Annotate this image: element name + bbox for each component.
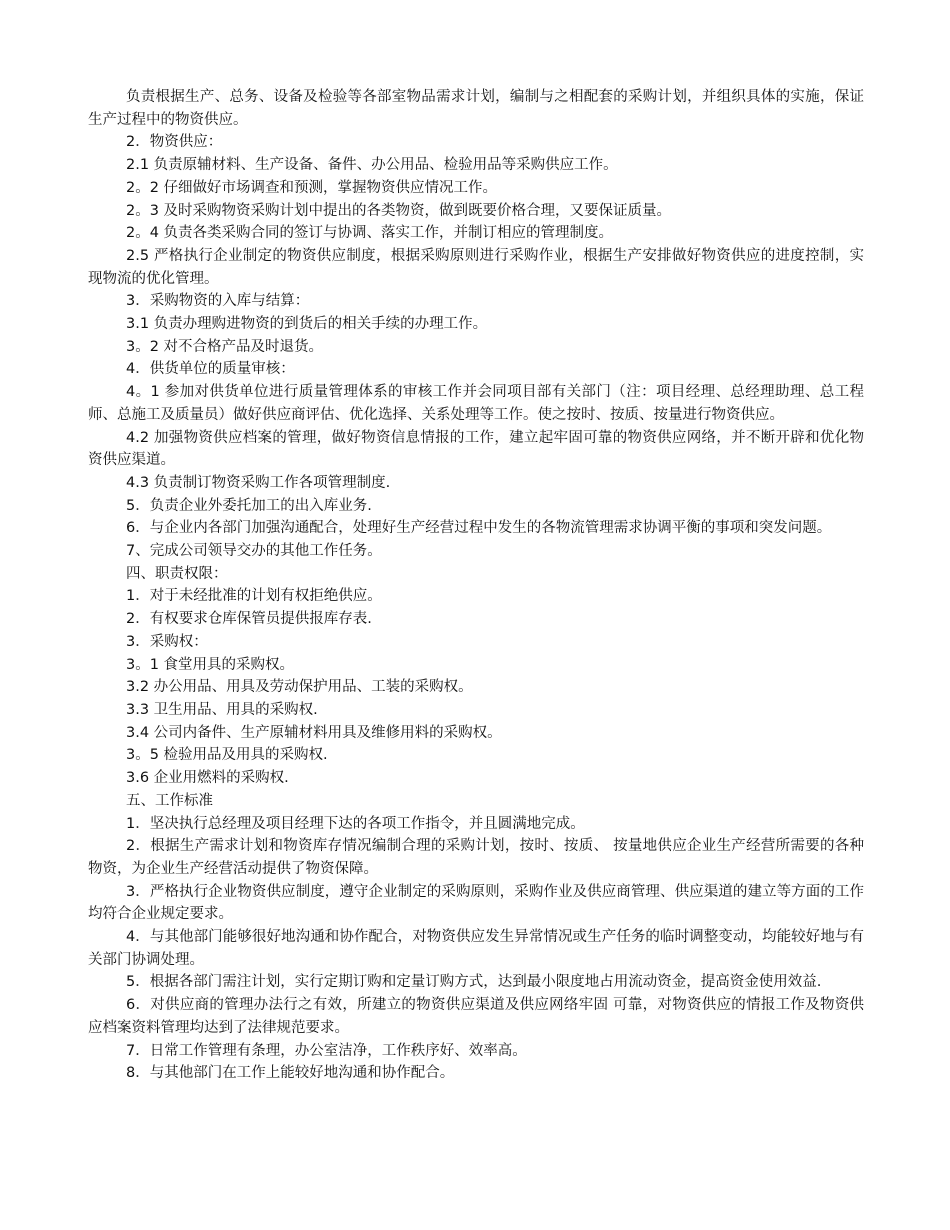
paragraph-3-2: 3。2 对不合格产品及时退货。 <box>126 338 324 355</box>
standard-3: 3．严格执行企业物资供应制度，遵守企业制定的采购原则，采购作业及供应商管理、供应渠道的建立等方面的工作均符合企业规定要求。 <box>88 883 864 923</box>
authority-1: 1．对于未经批准的计划有权拒绝供应。 <box>126 588 382 605</box>
paragraph-3-1: 3.1 负责办理购进物资的到货后的相关手续的办理工作。 <box>126 316 488 333</box>
paragraph-intro: 负责根据生产、总务、设备及检验等各部室物品需求计划，编制与之相配套的采购计划，并组织具体的实施，保证生产过程中的物资供应。 <box>88 89 864 128</box>
authority-3-3: 3.3 卫生用品、用具的采购权. <box>126 701 318 718</box>
standard-5: 5．根据各部门需注计划，实行定期订购和定量订购方式，达到最小限度地占用流动资金，提高资金使用效益. <box>126 974 822 991</box>
paragraph-2-2: 2。2 仔细做好市场调查和预测，掌握物资供应情况工作。 <box>126 179 498 196</box>
paragraph-2-1: 2.1 负责原辅材料、生产设备、备件、办公用品、检验用品等采购供应工作。 <box>126 157 618 174</box>
authority-2: 2．有权要求仓库保管员提供报库存表. <box>126 611 372 628</box>
paragraph-4-2: 4.2 加强物资供应档案的管理，做好物资信息情报的工作，建立起牢固可靠的物资供应网络，并不断开辟和优化物资供应渠道。 <box>88 429 864 469</box>
standard-4: 4．与其他部门能够很好地沟通和协作配合，对物资供应发生异常情况或生产任务的临时调整变动，均能较好地与有关部门协调处理。 <box>88 929 864 968</box>
authority-3-2: 3.2 办公用品、用具及劳动保护用品、工装的采购权。 <box>126 679 473 696</box>
section-heading-standards: 五、工作标准 <box>126 792 213 809</box>
document-body <box>88 86 864 1085</box>
paragraph-4-1: 4。1 参加对供货单位进行质量管理体系的审核工作并会同项目部有关部门（注：项目经理、总经理助理、总工程师、总施工及质量员）做好供应商评估、优化选择、关系处理等工作。使之按时、按质、按量进行物资供应。 <box>88 384 864 423</box>
section-heading-authority: 四、职责权限： <box>126 565 228 582</box>
authority-3-4: 3.4 公司内备件、生产原辅材料用具及维修用料的采购权。 <box>126 724 502 741</box>
standard-8: 8．与其他部门在工作上能较好地沟通和协作配合。 <box>126 1065 455 1082</box>
paragraph-7: 7、完成公司领导交办的其他工作任务。 <box>126 543 382 560</box>
paragraph-2-3: 2。3 及时采购物资采购计划中提出的各类物资，做到既要价格合理，又要保证质量。 <box>126 202 672 219</box>
authority-3-5: 3。5 检验用品及用具的采购权. <box>126 747 328 764</box>
paragraph-2-5: 2.5 严格执行企业制定的物资供应制度，根据采购原则进行采购作业，根据生产安排做好物资供应的进度控制，实现物流的优化管理。 <box>88 247 864 287</box>
paragraph-4-heading: 4．供货单位的质量审核： <box>126 361 295 378</box>
standard-6: 6．对供应商的管理办法行之有效，所建立的物资供应渠道及供应网络牢固 可靠，对物资供应的情报工作及物资供应档案资料管理均达到了法律规范要求。 <box>88 997 864 1036</box>
paragraph-2-heading: 2．物资供应： <box>126 134 223 151</box>
paragraph-2-4: 2。4 负责各类采购合同的签订与协调、落实工作，并制订相应的管理制度。 <box>126 225 614 242</box>
paragraph-4-3: 4.3 负责制订物资采购工作各项管理制度. <box>126 474 391 491</box>
paragraph-5: 5．负责企业外委托加工的出入库业务. <box>126 497 372 514</box>
standard-1: 1．坚决执行总经理及项目经理下达的各项工作指令，并且圆满地完成。 <box>126 815 585 832</box>
authority-3-6: 3.6 企业用燃料的采购权. <box>126 770 289 787</box>
paragraph-6: 6．与企业内各部门加强沟通配合，处理好生产经营过程中发生的各物流管理需求协调平衡的事项和突发问题。 <box>126 520 832 537</box>
standard-2: 2．根据生产需求计划和物资库存情况编制合理的采购计划，按时、按质、 按量地供应企业生产经营所需要的各种物资，为企业生产经营活动提供了物资保障。 <box>88 838 864 877</box>
paragraph-3-heading: 3．采购物资的入库与结算： <box>126 293 310 310</box>
standard-7: 7．日常工作管理有条理，办公室洁净，工作秩序好、效率高。 <box>126 1042 527 1059</box>
authority-3-heading: 3．采购权： <box>126 633 208 650</box>
authority-3-1: 3。1 食堂用具的采购权。 <box>126 656 295 673</box>
